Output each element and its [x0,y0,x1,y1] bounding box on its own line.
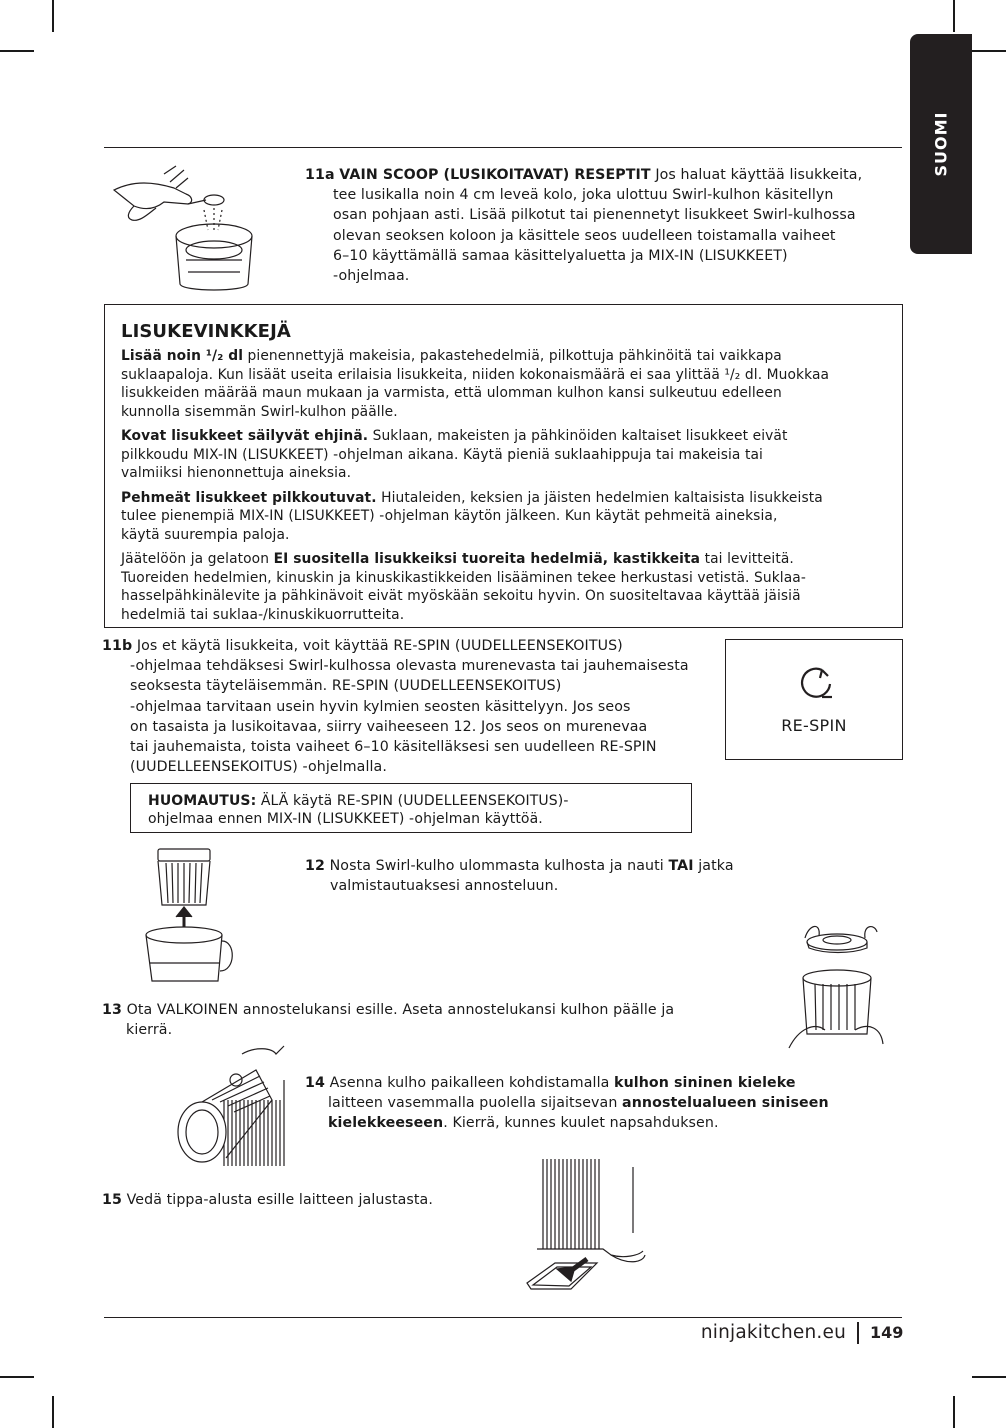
step-11b-text: seoksesta täyteläisemmän. RE-SPIN (UUDELLEENSEKOITUS) [130,678,562,695]
step-11a-text: -ohjelmaa. [333,268,410,285]
step-14-bold: annostelualueen siniseen [622,1095,829,1112]
step-11b-text: Jos et käytä lisukkeita, voit käyttää RE-SPIN (UUDELLEENSEKOITUS) [136,638,623,654]
crop-mark [972,50,1006,52]
step-11b-text: -ohjelmaa tarvitaan usein hyvin kylmien seosten käsittelyyn. Jos seos [130,698,631,715]
tips-text: hasselpähkinälevite ja pähkinävoit eivät myöskään sekoitu hyvin. On suositeltavaa käyttää jäisiä [121,588,801,604]
tips-bold-lead: Pehmeät lisukkeet pilkkoutuvat. [121,489,377,506]
tips-paragraph [121,550,886,624]
tips-bold-lead: EI suositella lisukkeiksi tuoreita hedelmiä, kastikkeita [273,551,701,567]
step-14-text: Asenna kulho paikalleen kohdistamalla [329,1075,610,1091]
drip-tray-illustration [515,1155,650,1295]
tips-text: käytä suurempia paloja. [121,526,290,543]
note-label: HUOMAUTUS: [148,793,257,809]
footer-divider [857,1322,859,1344]
tips-paragraph [121,427,886,483]
step-12-text: valmistautuaksesi annosteluun. [330,878,559,895]
step-14-text: . Kierrä, kunnes kuulet napsahduksen. [443,1115,719,1132]
step-12-number: 12 [305,858,325,874]
respin-button-illustration [725,639,903,760]
crop-mark [972,1376,1006,1378]
tips-title: LISUKEVINKKEJÄ [121,321,291,342]
tips-text: valmiiksi hienonnettuja aineksia. [121,465,352,481]
crop-mark [52,1396,54,1428]
tips-text: tulee pienempiä MIX-IN (LISUKKEET) -ohjelman käytön jälkeen. Kun käytät pehmeitä aineksia, [121,508,778,524]
step-13-text: kierrä. [126,1022,173,1039]
note-text: ÄLÄ käytä RE-SPIN (UUDELLEENSEKOITUS)- [260,793,569,809]
step-11a-text: tee lusikalla noin 4 cm leveä kolo, joka ulottuu Swirl-kulhon käsitellyn [333,187,834,204]
note-text: ohjelmaa ennen MIX-IN (LISUKKEET) -ohjelman käyttöä. [148,811,543,827]
step-11a-text: Jos haluat käyttää lisukkeita, [655,167,863,183]
step-14 [305,1073,885,1134]
scoop-bowl-illustration [104,160,264,300]
tips-text: Jäätelöön ja gelatoon [121,551,270,567]
step-11b [102,636,722,777]
step-14-text: laitteen vasemmalla puolella sijaitsevan [328,1095,618,1112]
tips-text: pilkkoudu MIX-IN (LISUKKEET) -ohjelman aikana. Käytä pieniä suklaahippuja tai makeisia tai [121,446,763,463]
language-tab-label: SUOMI [931,111,951,177]
step-11a [305,165,905,286]
tips-box [104,304,903,628]
tips-text: lisukkeiden määrää maun mukaan ja varmista, että ulomman kulhon kansi sulkeutuu edelleen [121,385,782,401]
tips-paragraph [121,347,886,421]
step-11b-number: 11b [102,638,133,654]
crop-mark [953,0,955,32]
step-11a-number: 11a [305,167,335,183]
tips-bold-lead: Lisää noin ¹/₂ dl [121,348,244,364]
top-rule [104,147,902,148]
lift-bowl-illustration [140,845,240,985]
step-12 [305,856,785,896]
respin-icon [800,666,834,700]
tips-paragraph [121,489,886,545]
step-14-bold: kielekkeeseen [328,1115,444,1132]
language-tab [910,34,972,254]
tips-text: Tuoreiden hedelmien, kinuskin ja kinuskikastikkeiden lisääminen tekee herkustasi vetistä. Suklaa- [121,569,806,586]
step-11a-text: osan pohjaan asti. Lisää pilkotut tai pienennetyt lisukkeet Swirl-kulhossa [333,207,856,224]
step-15-number: 15 [102,1192,122,1208]
tips-text: tai levitteitä. [704,551,794,567]
crop-mark [0,50,34,52]
step-11b-text: (UUDELLEENSEKOITUS) -ohjelmalla. [130,759,387,776]
step-13-text: Ota VALKOINEN annostelukansi esille. Aseta annostelukansi kulhon päälle ja [126,1002,675,1018]
dispensing-lid-illustration [785,918,885,1058]
tips-text: suklaapaloja. Kun lisäät useita erilaisia lisukkeita, niiden kokonaismäärä ei saa ylittää ¹/₂ dl. Muokkaa [121,366,830,383]
tips-text: Hiutaleiden, keksien ja jäisten hedelmien kaltaisista lisukkeista [381,489,823,506]
respin-label: RE-SPIN [781,716,847,735]
crop-mark [0,1376,34,1378]
step-13 [102,1000,762,1040]
step-12-text: Nosta Swirl-kulho ulommasta kulhosta ja nauti [329,858,664,874]
tips-text: Suklaan, makeisten ja pähkinöiden kaltaiset lisukkeet eivät [372,428,788,444]
step-11b-text: on tasaista ja lusikoitavaa, siirry vaiheeseen 12. Jos seos on murenevaa [130,718,648,735]
step-11a-heading: VAIN SCOOP (LUSIKOITAVAT) RESEPTIT [339,167,651,183]
note-box [130,783,692,833]
crop-mark [953,1396,955,1428]
crop-mark [52,0,54,32]
step-15-text: Vedä tippa-alusta esille laitteen jalustasta. [126,1192,433,1208]
footer-site: ninjakitchen.eu [700,1322,846,1343]
step-11a-text: olevan seoksen koloon ja käsittele seos uudelleen toistamalla vaiheet [333,227,836,244]
step-15 [102,1190,522,1210]
bottom-rule [104,1317,902,1318]
step-14-bold: kulhon sininen kieleke [614,1075,796,1091]
install-bowl-illustration [172,1040,292,1175]
tips-text: pienennettyjä makeisia, pakastehedelmiä, pilkottuja pähkinöitä tai vaikkapa [247,348,782,364]
step-12-bold: TAI [668,858,694,874]
tips-text: hedelmiä tai suklaa-/kinuskikuorrutteita. [121,606,405,623]
step-13-number: 13 [102,1002,122,1018]
step-11b-text: -ohjelmaa tehdäksesi Swirl-kulhossa olevasta murenevasta tai jauhemaisesta [130,658,689,675]
tips-text: kunnolla sisemmän Swirl-kulhon päälle. [121,403,398,420]
step-12-text: jatka [698,858,734,874]
tips-bold-lead: Kovat lisukkeet säilyvät ehjinä. [121,428,369,444]
step-11b-text: tai jauhemaista, toista vaiheet 6–10 käsitelläksesi sen uudelleen RE-SPIN [130,739,657,756]
page-number: 149 [870,1323,904,1342]
step-14-number: 14 [305,1075,325,1091]
step-11a-text: 6–10 käyttämällä samaa käsittelyaluetta ja MIX-IN (LISUKKEET) [333,247,788,264]
